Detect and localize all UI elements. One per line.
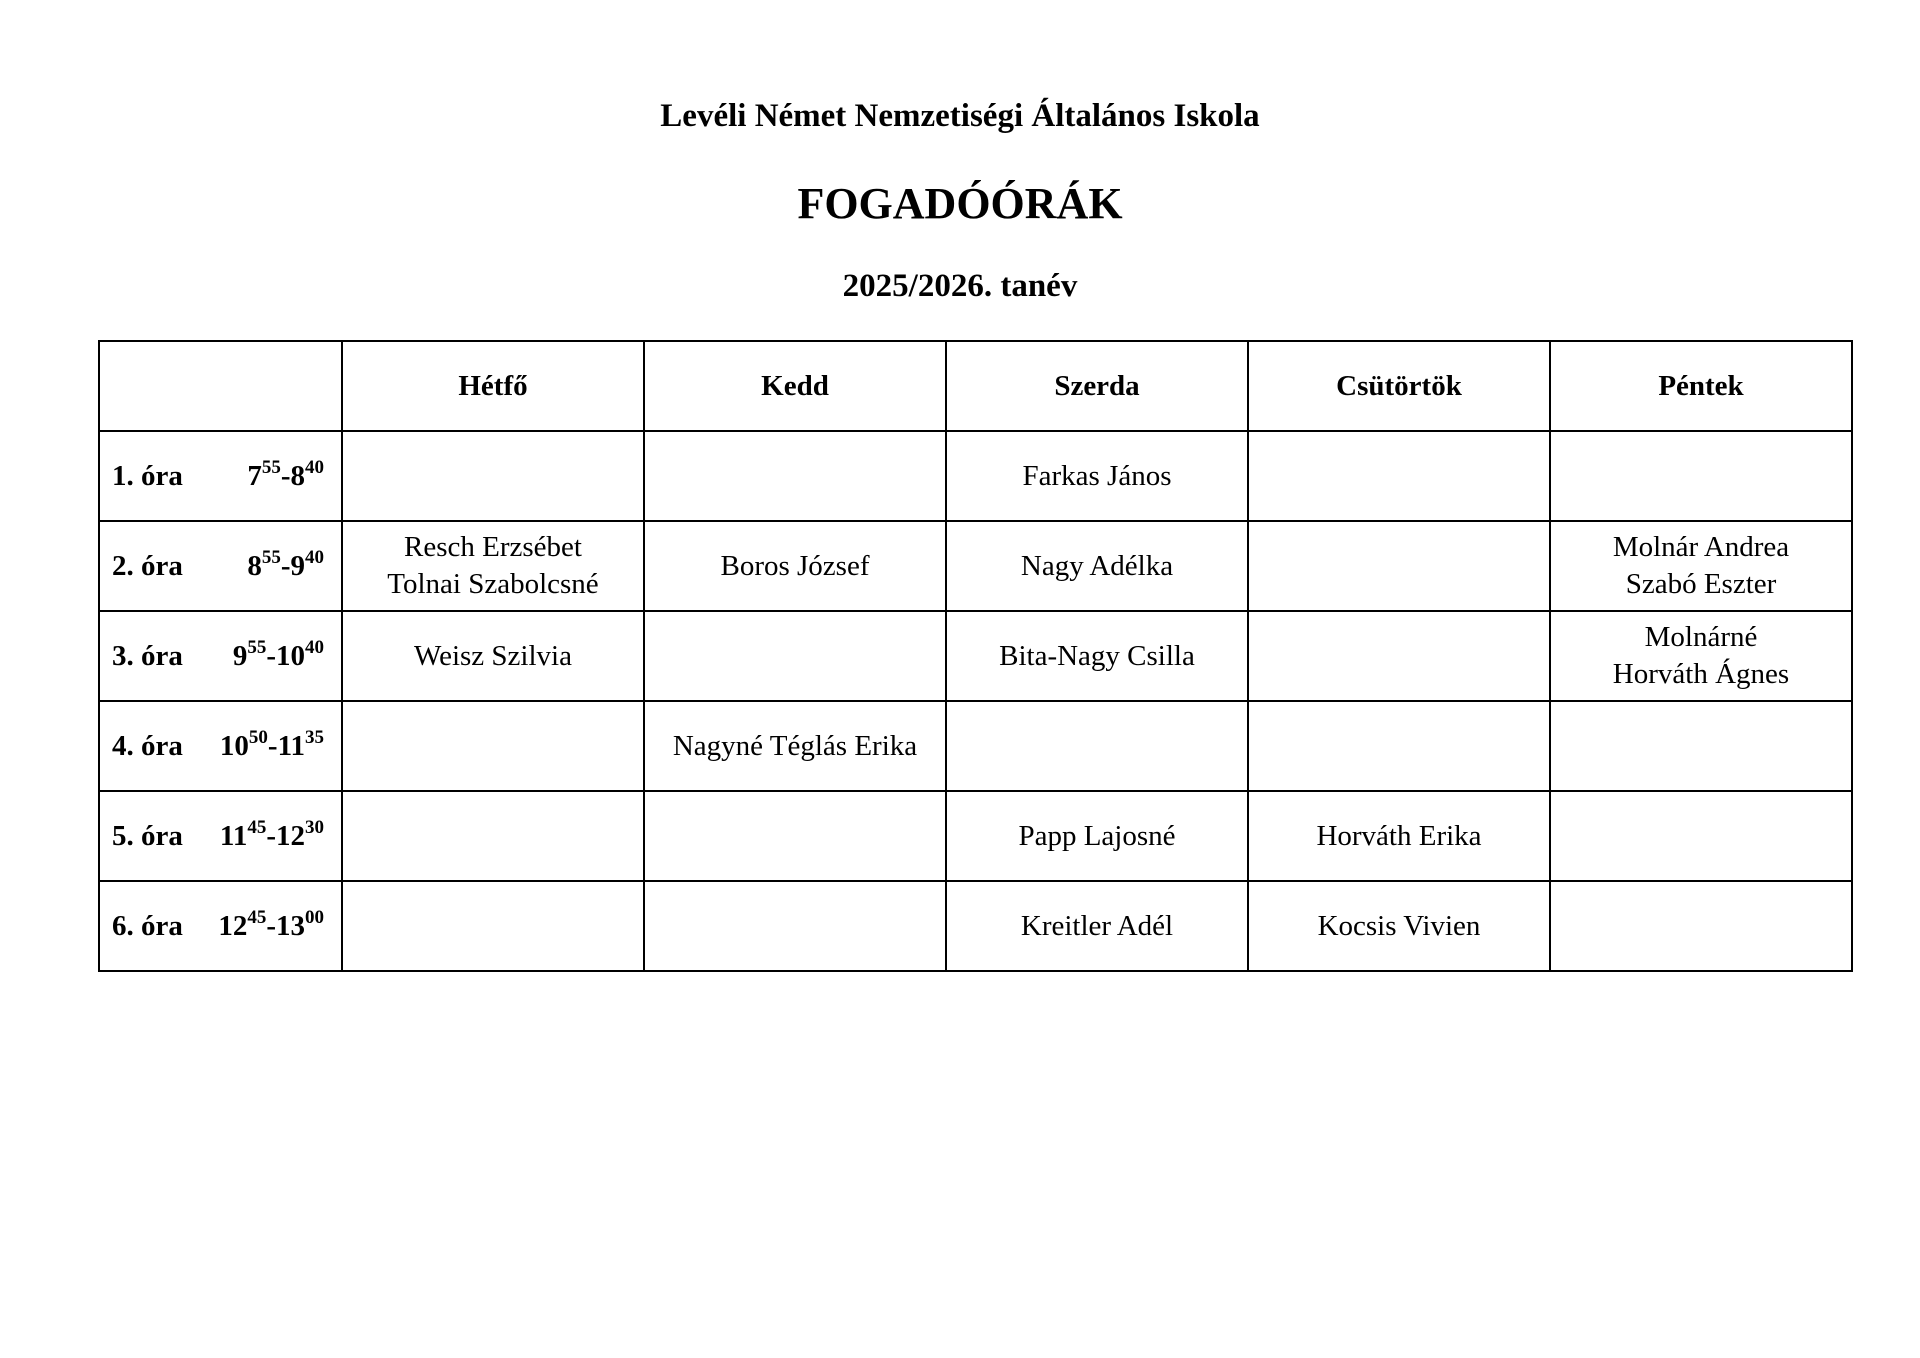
start-minute: 50: [248, 726, 268, 748]
start-hour: 9: [232, 639, 248, 672]
schedule-cell: [1248, 611, 1550, 701]
teacher-name: Weisz Szilvia: [414, 639, 572, 672]
time-separator: -: [280, 549, 291, 582]
schedule-cell: [1550, 791, 1852, 881]
teacher-name: Molnárné: [1644, 621, 1758, 653]
end-minute: 00: [305, 906, 324, 928]
teacher-name: Resch Erzsébet: [404, 531, 582, 563]
schedule-cell: [1550, 881, 1852, 971]
teacher-name: Horváth Ágnes: [1612, 658, 1790, 690]
period-time-cell: [99, 611, 342, 701]
time-separator: -: [266, 639, 276, 672]
start-hour: 7: [247, 459, 262, 492]
start-hour: 8: [247, 549, 262, 582]
time-separator: -: [266, 909, 276, 942]
time-range: [198, 458, 324, 495]
end-hour: 11: [277, 729, 305, 762]
day-header: Kedd: [644, 341, 946, 431]
table-row: [99, 611, 1852, 701]
end-hour: 13: [276, 909, 305, 942]
schedule-cell: [644, 701, 946, 791]
schedule-cell: [1248, 701, 1550, 791]
period-label: 4. óra: [112, 729, 183, 762]
period-label: 3. óra: [112, 639, 183, 672]
time-range: [198, 908, 324, 945]
schedule-cell: [644, 611, 946, 701]
start-minute: 55: [247, 636, 267, 658]
period-time-cell: [99, 701, 342, 791]
schedule-cell: [342, 791, 644, 881]
teacher-name: Farkas János: [1022, 459, 1172, 492]
schedule-cell: [644, 431, 946, 521]
schedule-cell: [644, 791, 946, 881]
period-label: 5. óra: [112, 819, 183, 852]
table-row: [99, 881, 1852, 971]
table-row: [99, 701, 1852, 791]
schedule-cell: [1248, 521, 1550, 611]
end-minute: 40: [305, 636, 324, 658]
schedule-cell: [342, 431, 644, 521]
teacher-name: Nagyné Téglás Erika: [672, 729, 918, 762]
schedule-cell: [1550, 431, 1852, 521]
schedule-cell: [644, 521, 946, 611]
period-time-cell: [99, 521, 342, 611]
period-time-cell: [99, 431, 342, 521]
teacher-name: Boros József: [720, 549, 870, 582]
start-hour: 10: [219, 729, 249, 762]
start-hour: 11: [219, 819, 248, 852]
corner-cell: [99, 341, 342, 431]
teacher-name: Papp Lajosné: [1018, 819, 1176, 852]
end-hour: 9: [290, 549, 305, 582]
end-minute: 30: [305, 816, 324, 838]
schedule-cell: [342, 701, 644, 791]
schedule-cell: [342, 611, 644, 701]
schedule-cell: [1550, 701, 1852, 791]
schedule-cell: [1248, 431, 1550, 521]
end-hour: 12: [276, 819, 305, 852]
schedule-cell: [644, 881, 946, 971]
period-label: 2. óra: [112, 549, 183, 582]
schedule-cell: [946, 431, 1248, 521]
teacher-name: Nagy Adélka: [1020, 549, 1174, 582]
schedule-cell: [1550, 611, 1852, 701]
start-minute: 45: [247, 906, 267, 928]
end-minute: 40: [305, 546, 324, 568]
end-minute: 35: [305, 726, 324, 748]
start-minute: 55: [261, 456, 281, 478]
period-time-cell: [99, 791, 342, 881]
table-row: [99, 521, 1852, 611]
schedule-cell: [342, 881, 644, 971]
schedule-cell: [946, 701, 1248, 791]
day-header: Szerda: [946, 341, 1248, 431]
schedule-cell: [1550, 521, 1852, 611]
time-separator: -: [267, 729, 278, 762]
time-separator: -: [280, 459, 291, 492]
start-minute: 45: [247, 816, 267, 838]
table-row: [99, 431, 1852, 521]
table-header-row: [99, 341, 1852, 431]
schedule-cell: [946, 521, 1248, 611]
school-year: 2025/2026. tanév: [842, 268, 1078, 304]
period-time-cell: [99, 881, 342, 971]
schedule-cell: [946, 881, 1248, 971]
teacher-name: Kocsis Vivien: [1317, 909, 1481, 942]
school-name: Levéli Német Nemzetiségi Általános Iskola: [660, 98, 1260, 134]
start-hour: 12: [218, 909, 248, 942]
schedule-cell: [946, 611, 1248, 701]
schedule-cell: [342, 521, 644, 611]
time-range: [198, 638, 324, 675]
day-header: Péntek: [1550, 341, 1852, 431]
teacher-name: Molnár Andrea: [1612, 531, 1790, 563]
schedule-cell: [1248, 791, 1550, 881]
time-range: [198, 728, 324, 765]
time-range: [198, 818, 324, 855]
schedule-cell: [1248, 881, 1550, 971]
teacher-name: Szabó Eszter: [1625, 568, 1777, 600]
end-hour: 10: [276, 639, 305, 672]
period-label: 1. óra: [112, 459, 183, 492]
start-minute: 55: [261, 546, 281, 568]
day-header: Hétfő: [342, 341, 644, 431]
period-label: 6. óra: [112, 909, 183, 942]
teacher-name: Tolnai Szabolcsné: [387, 568, 599, 600]
teacher-name: Bita-Nagy Csilla: [999, 639, 1195, 672]
end-hour: 8: [290, 459, 305, 492]
time-range: [198, 548, 324, 585]
teacher-name: Kreitler Adél: [1020, 909, 1174, 942]
schedule-cell: [946, 791, 1248, 881]
table-row: [99, 791, 1852, 881]
consultation-hours-table: [98, 340, 1853, 972]
page-title: FOGADÓÓRÁK: [797, 179, 1123, 228]
time-separator: -: [266, 819, 276, 852]
teacher-name: Horváth Erika: [1316, 819, 1482, 852]
day-header: Csütörtök: [1248, 341, 1550, 431]
end-minute: 40: [305, 456, 324, 478]
table-body: [99, 431, 1852, 971]
